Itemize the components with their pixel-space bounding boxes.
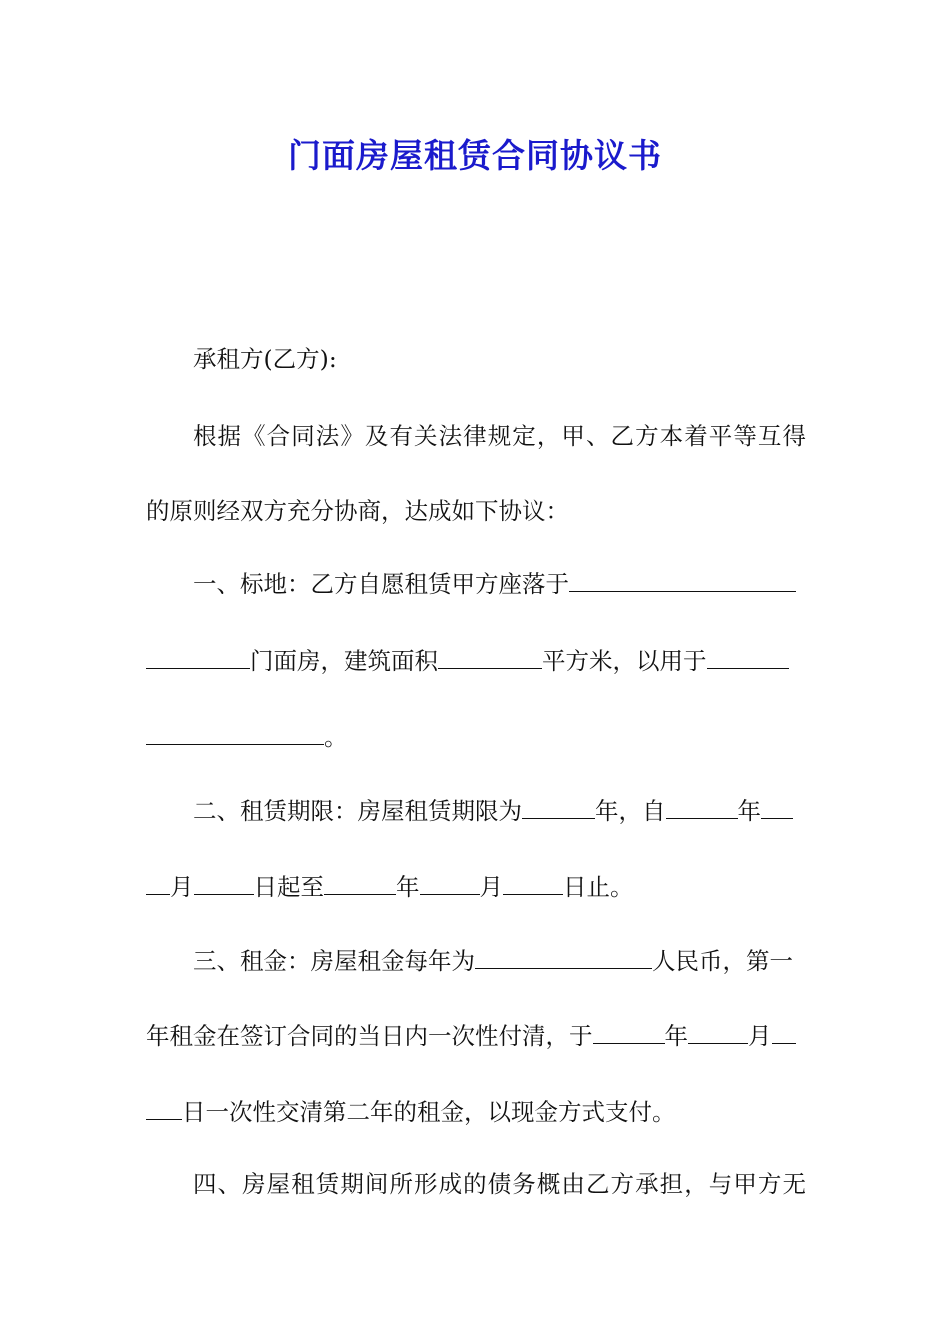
- lease-term-text: 二、租赁期限：房屋租赁期限为: [193, 797, 522, 825]
- location-blank: [569, 569, 796, 592]
- clause-1-line-2: [146, 646, 806, 676]
- pay-day-blank-cont: [146, 1097, 182, 1120]
- end-day-blank: [503, 872, 563, 895]
- from-day-to-text: 日起至: [253, 873, 324, 901]
- start-month-blank-cont: [146, 872, 170, 895]
- clause-2-line-1: [193, 796, 806, 826]
- clause-3-line-2: [146, 1021, 806, 1051]
- clause-1-line-1: [193, 569, 806, 599]
- year-label: 年: [737, 797, 761, 825]
- term-years-blank: [522, 796, 595, 819]
- clause-3-line-1: [193, 946, 806, 976]
- end-month-blank: [420, 872, 480, 895]
- end-month-label: 月: [479, 873, 503, 901]
- rmb-first-text: 人民币，第一: [652, 947, 793, 975]
- end-day-text: 日止。: [563, 873, 634, 901]
- year-from-text: 年，自: [595, 797, 666, 825]
- end-year-label: 年: [396, 873, 420, 901]
- start-year-blank: [666, 796, 738, 819]
- period-mark: 。: [324, 723, 348, 751]
- storefront-area-text: 门面房，建筑面积: [250, 647, 438, 675]
- location-blank-cont: [146, 646, 250, 669]
- usage-text: 平方米，以用于: [542, 647, 707, 675]
- pay-year-label: 年: [664, 1022, 688, 1050]
- start-month-blank: [761, 796, 793, 819]
- pay-month-label: 月: [748, 1022, 772, 1050]
- party-b-line: [193, 344, 806, 374]
- start-day-blank: [194, 872, 254, 895]
- area-blank: [438, 646, 542, 669]
- clause-2-line-2: [146, 872, 806, 902]
- pay-month-blank: [688, 1021, 748, 1044]
- usage-blank-cont: [146, 722, 324, 745]
- second-year-rent-text: 日一次性交清第二年的租金，以现金方式支付。: [182, 1098, 676, 1126]
- clause-1-text: 一、标地：乙方自愿租赁甲方座落于: [193, 570, 569, 598]
- clause-1-line-3: [146, 722, 806, 752]
- document-title: 门面房屋租赁合同协议书: [288, 136, 662, 175]
- clause-4-line-1: 四、房屋租赁期间所形成的债务概由乙方承担，与甲方无: [193, 1170, 806, 1198]
- clause-3-line-3: [146, 1097, 806, 1127]
- preamble-line-2: 的原则经双方充分协商，达成如下协议：: [146, 497, 569, 525]
- pay-day-blank: [772, 1021, 796, 1044]
- rent-text: 三、租金：房屋租金每年为: [193, 947, 475, 975]
- month-label: 月: [170, 873, 194, 901]
- pay-year-blank: [593, 1021, 665, 1044]
- preamble-line-1: 根据《合同法》及有关法律规定，甲、乙方本着平等互得: [193, 422, 806, 450]
- rent-amount-blank: [475, 946, 652, 969]
- party-b-label: 承租方(乙方):: [193, 345, 337, 373]
- usage-blank: [707, 646, 789, 669]
- end-year-blank: [324, 872, 396, 895]
- first-year-rent-text: 年租金在签订合同的当日内一次性付清，于: [146, 1022, 593, 1050]
